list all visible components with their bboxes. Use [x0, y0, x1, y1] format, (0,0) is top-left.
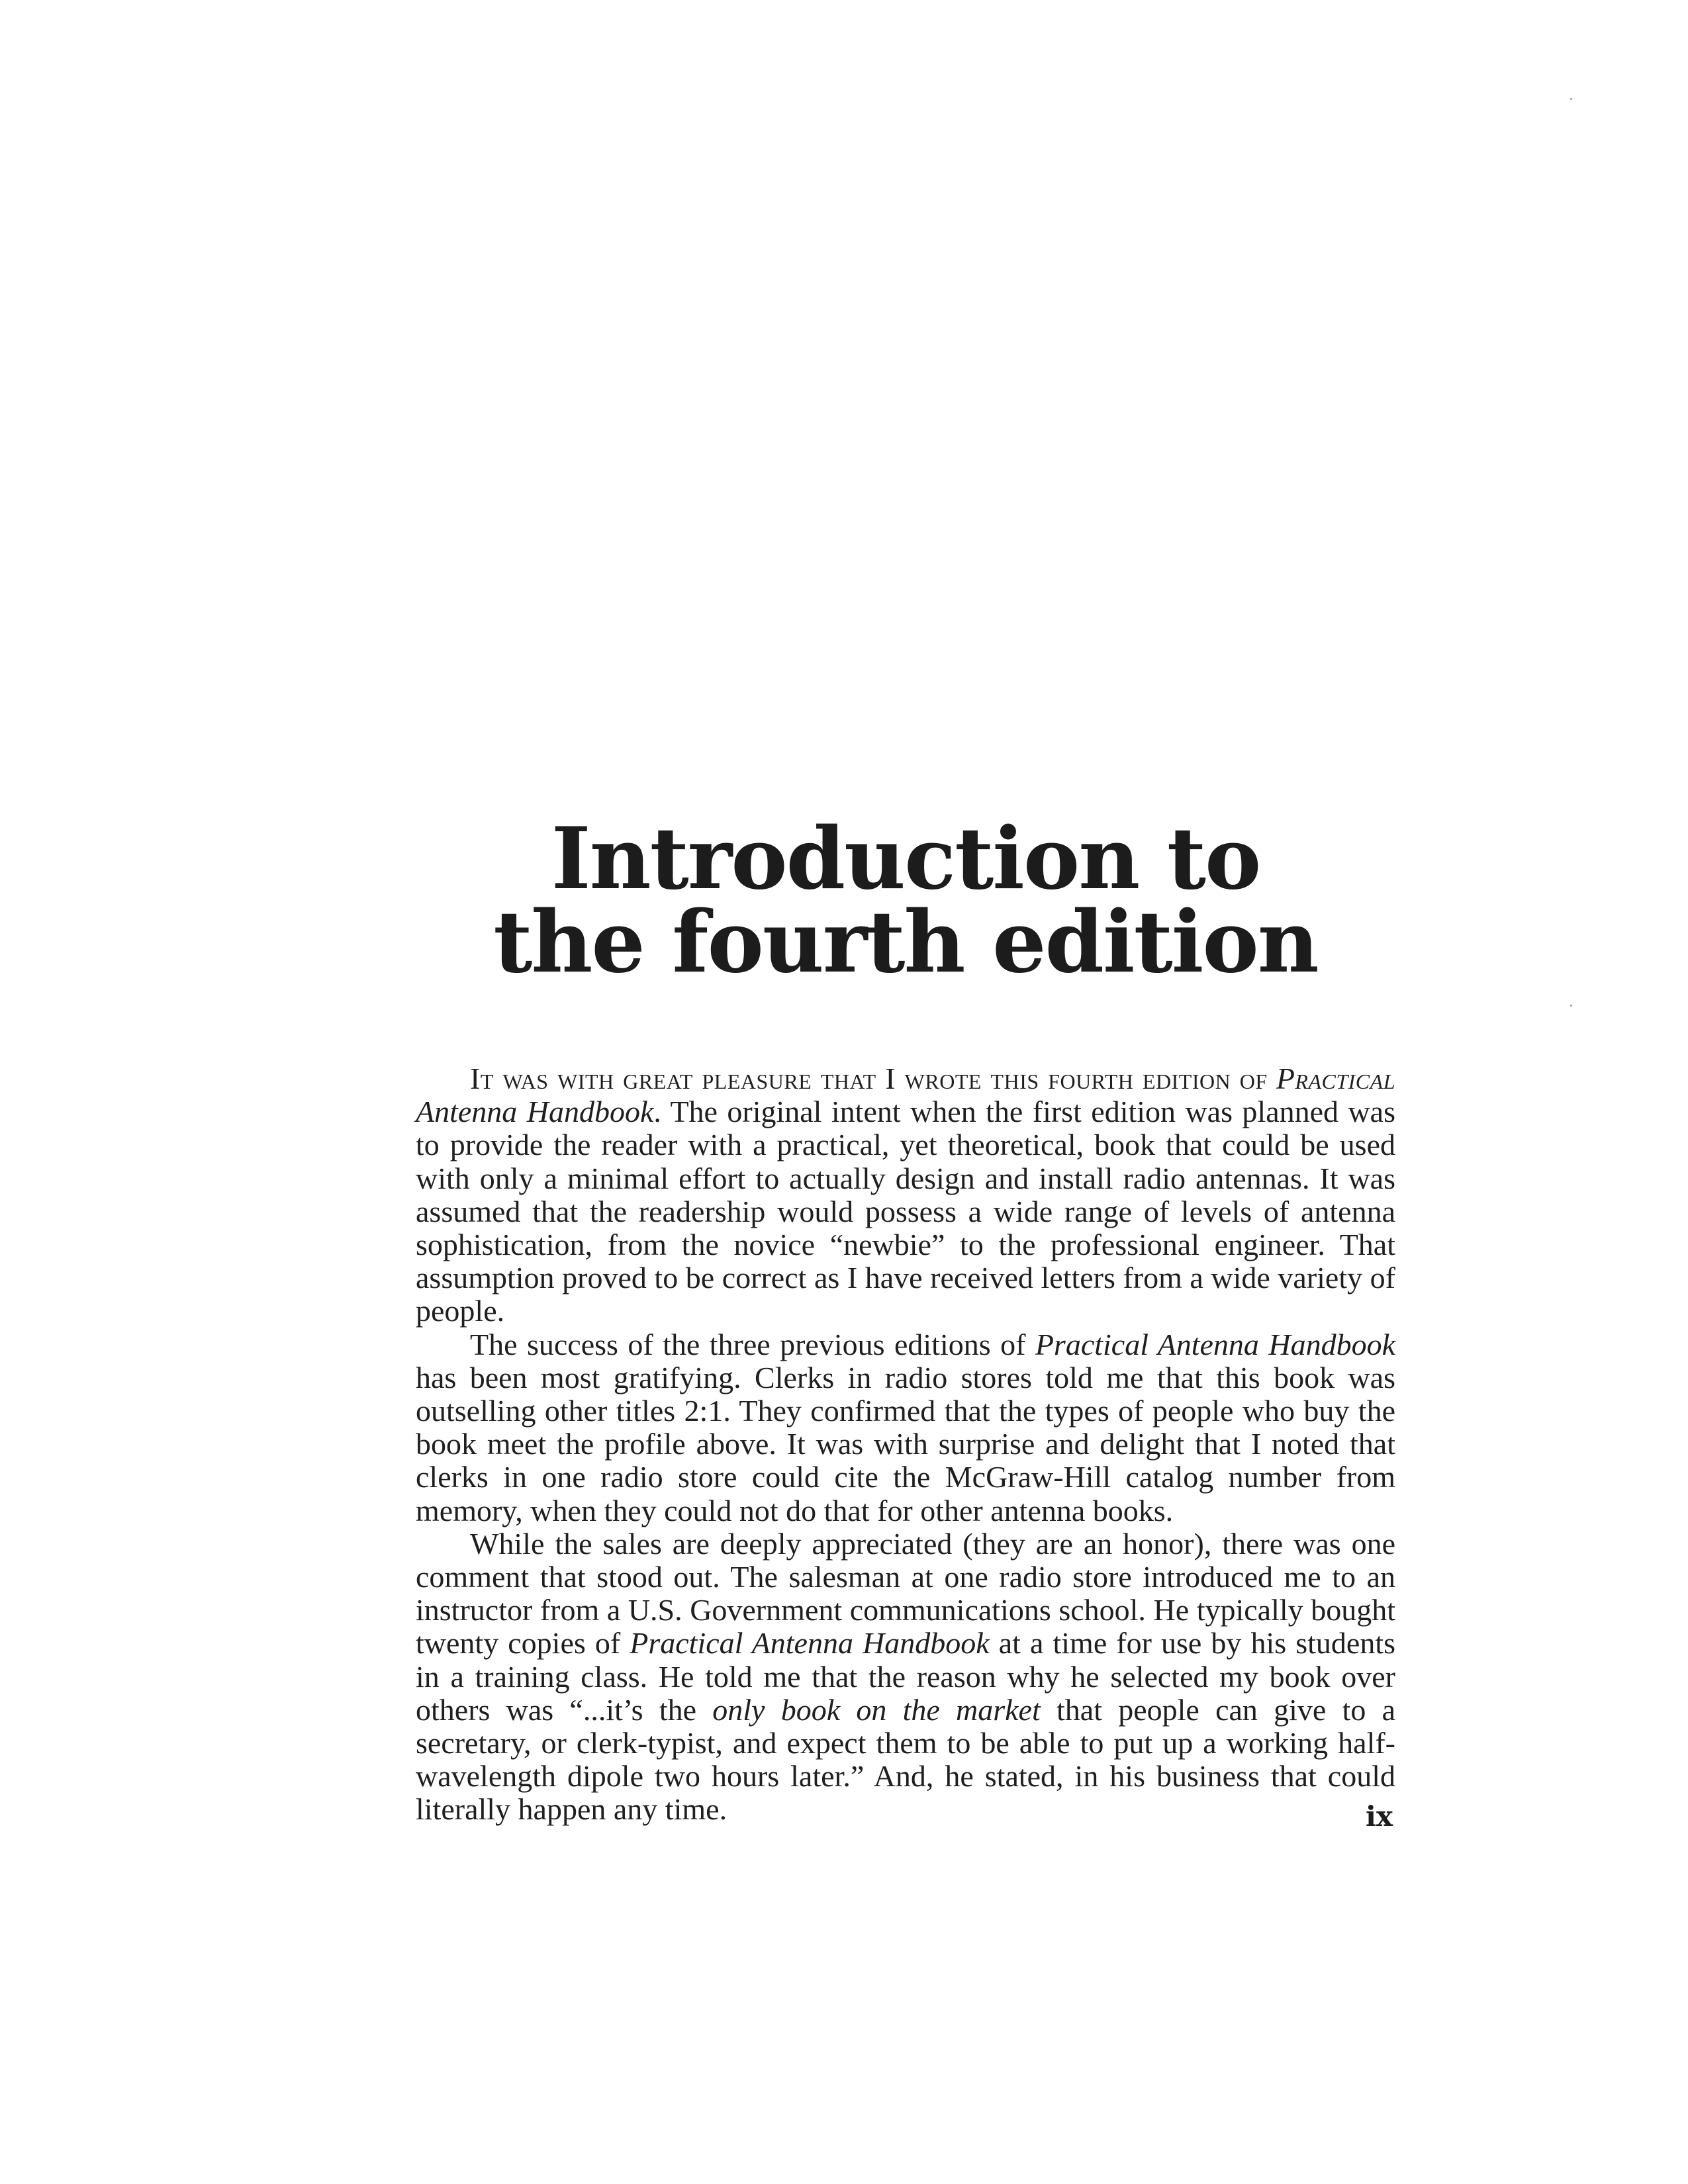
chapter-title-line-1: Introduction to	[551, 809, 1260, 909]
paragraph-1	[416, 1062, 1395, 1328]
paragraph-text: While the sales are deeply appreciated (they are an honor), there was one comment that stood out. The salesman at one radio store introduced me to an instructor from a U.S. Government communications school. He typically bought twenty copies of	[416, 1526, 1395, 1661]
book-title: Practical Antenna Handbook	[630, 1626, 990, 1661]
paragraph-text: at a time for use by his students in a training class. He told me that the reason why he selected my book over others was “...it’s the	[416, 1626, 1396, 1727]
book-title: Practical Antenna Handbook	[1035, 1327, 1395, 1361]
opening-italic-smallcaps: Practical	[1276, 1062, 1395, 1095]
emphasis-text: only book on the market	[712, 1692, 1041, 1727]
paragraph-text: that people can give to a secretary, or clerk-typist, and expect them to be able to put up a working half-wavelength dipole two hours later.” And, he stated, in his business that could literally happen any time.	[416, 1692, 1396, 1827]
paragraph-text: The success of the three previous editions of	[470, 1327, 1035, 1361]
chapter-title-line-2: the fourth edition	[493, 893, 1318, 992]
book-title: Antenna Handbook	[416, 1095, 654, 1129]
paragraph-text: has been most gratifying. Clerks in radio stores told me that this book was outselling other titles 2:1. They confirmed that the types of people who buy the book meet the profile above. It was with surprise and delight that I noted that clerks in one radio store could cite the McGraw-Hill catalog number from memory, when they could not do that for other antenna books.	[416, 1360, 1395, 1527]
paragraph-3	[416, 1527, 1395, 1827]
chapter-title	[416, 809, 1395, 992]
paragraph-2	[416, 1328, 1395, 1527]
paragraph-text: . The original intent when the first edition was planned was to provide the reader with a practical, yet theoretical, book that could be used with only a minimal effort to actually design and install radio antennas. It was assumed that the readership would possess a wide range of levels of antenna sophistication, from the novice “newbie” to the professional engineer. That assumption proved to be correct as I have received letters from a wide variety of people.	[416, 1095, 1395, 1328]
opening-smallcaps: It was with great pleasure that I wrote this fourth edition of	[470, 1062, 1268, 1095]
scan-speck	[1570, 1005, 1572, 1007]
scan-speck	[1570, 98, 1572, 100]
page-number: ix	[1366, 1800, 1393, 1833]
body-text	[416, 1062, 1395, 1827]
